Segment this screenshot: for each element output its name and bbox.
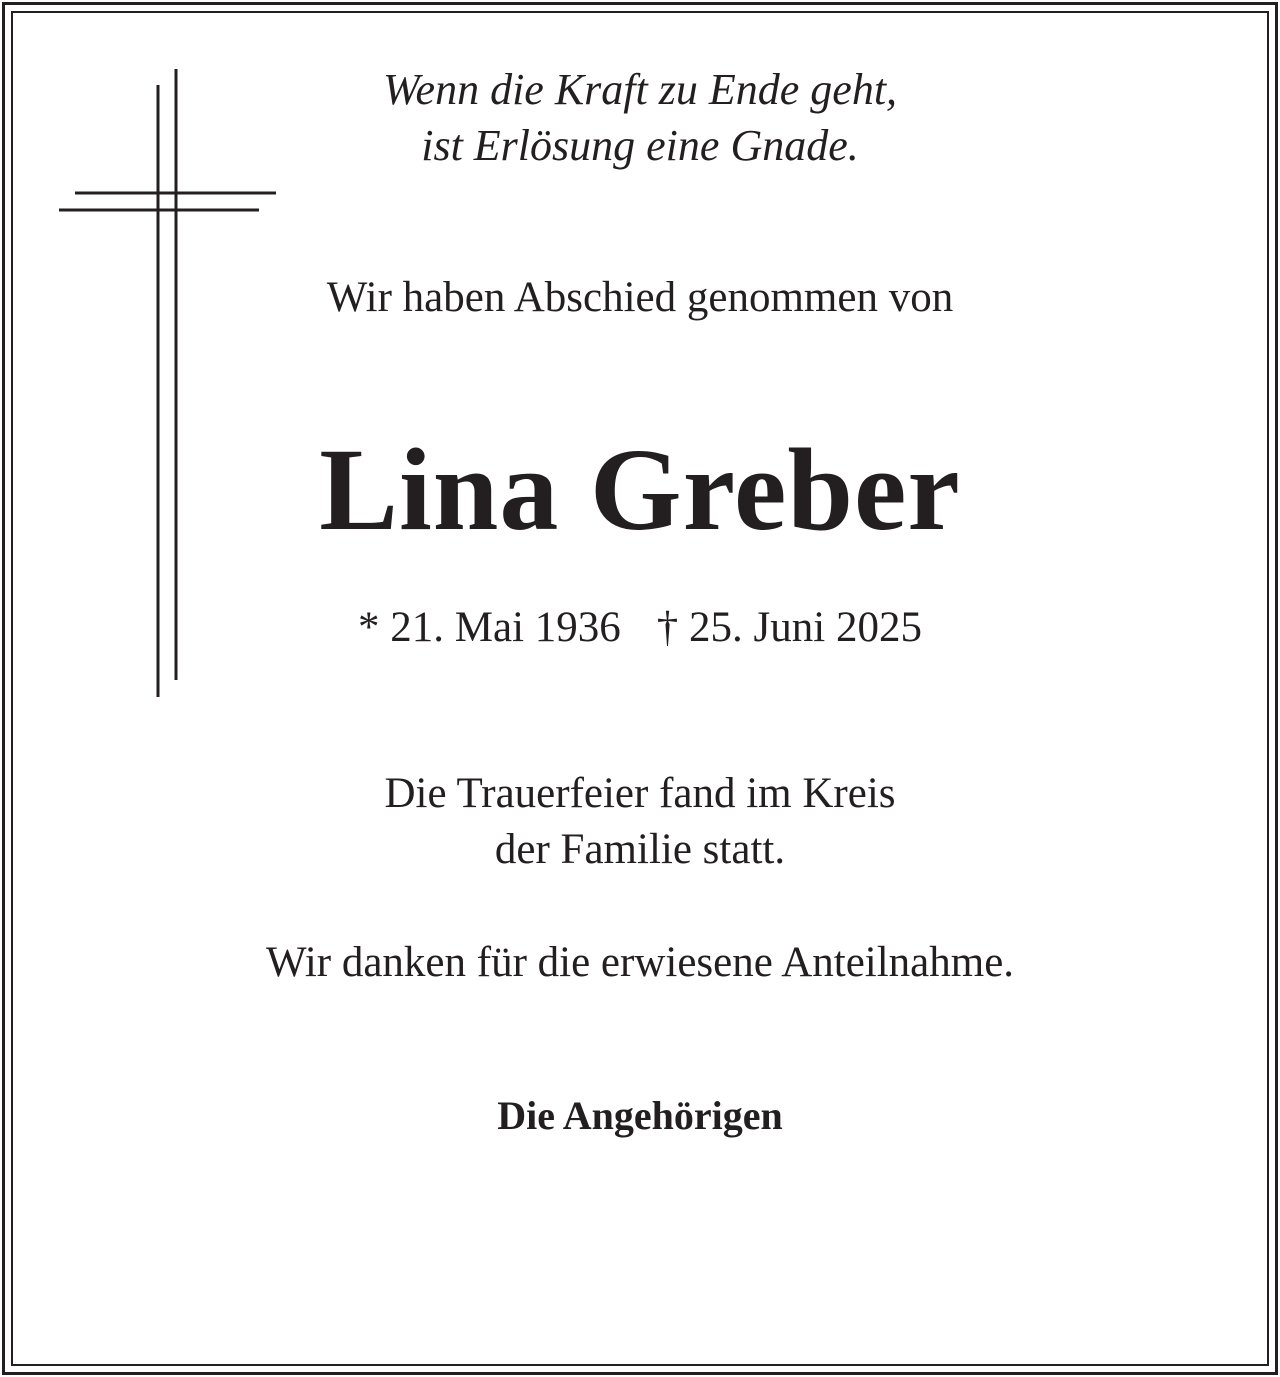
inner-border bbox=[11, 11, 1269, 1366]
signature: Die Angehörigen bbox=[497, 1093, 783, 1138]
intro-text: Wir haben Abschied genommen von bbox=[326, 274, 954, 321]
death-date: † 25. Juni 2025 bbox=[656, 604, 922, 651]
quote-line-1: Wenn die Kraft zu Ende geht, bbox=[382, 65, 898, 114]
thanks-text: Wir danken für die erwiesene Anteilnahme. bbox=[265, 939, 1015, 986]
life-dates bbox=[0, 600, 1280, 656]
quote-line-2: ist Erlösung eine Gnade. bbox=[421, 121, 859, 170]
deceased-name: Lina Greber bbox=[319, 424, 961, 555]
birth-date: * 21. Mai 1936 bbox=[358, 604, 621, 651]
service-line-2: der Familie statt. bbox=[494, 826, 786, 873]
service-line-1: Die Trauerfeier fand im Kreis bbox=[384, 770, 896, 817]
